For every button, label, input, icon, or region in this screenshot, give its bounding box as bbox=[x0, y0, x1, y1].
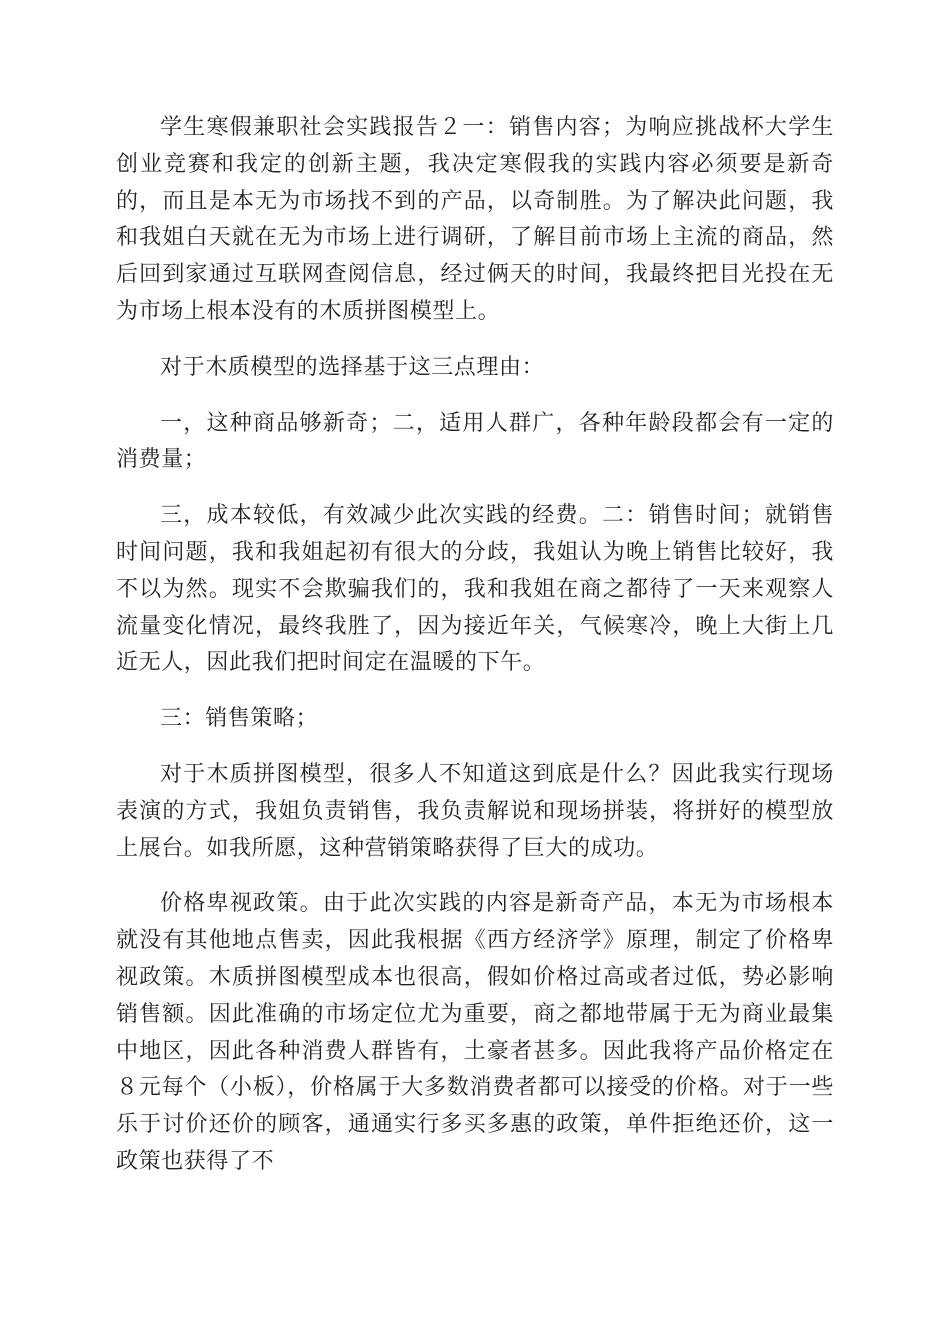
paragraph: 三：销售策略； bbox=[160, 706, 319, 732]
document-body bbox=[116, 110, 834, 1200]
paragraph: 对于木质模型的选择基于这三点理由： bbox=[160, 354, 545, 380]
paragraph: 三，成本较低，有效减少此次实践的经费。二：销售时间；就销售时间问题，我和我姐起初有很大的分歧，我姐认为晚上销售比较好，我不以为然。现实不会欺骗我们的，我和我姐在商之都待了一天来观察人流量变化情况，最终我胜了，因为接近年关，气候寒冷，晚上大街上几近无人，因此我们把时间定在温暖的下午。 bbox=[116, 503, 834, 676]
paragraph: 学生寒假兼职社会实践报告２一：销售内容；为响应挑战杯大学生创业竞赛和我定的创新主题，我决定寒假我的实践内容必须要是新奇的，而且是本无为市场找不到的产品，以奇制胜。为了解决此问题，我和我姐白天就在无为市场上进行调研，了解目前市场上主流的商品，然后回到家通过互联网查阅信息，经过俩天的时间，我最终把目光投在无为市场上根本没有的木质拼图模型上。 bbox=[116, 115, 834, 324]
paragraph: 对于木质拼图模型，很多人不知道这到底是什么？因此我实行现场表演的方式，我姐负责销售，我负责解说和现场拼装，将拼好的模型放上展台。如我所愿，这种营销策略获得了巨大的成功。 bbox=[116, 761, 834, 861]
paragraph: 价格卑视政策。由于此次实践的内容是新奇产品，本无为市场根本就没有其他地点售卖，因此我根据《西方经济学》原理，制定了价格卑视政策。木质拼图模型成本也很高，假如价格过高或者过低，势必影响销售额。因此准确的市场定位尤为重要，商之都地带属于无为商业最集中地区，因此各种消费人群皆有，土豪者甚多。因此我将产品价格定在８元每个（小板），价格属于大多数消费者都可以接受的价格。对于一些乐于讨价还价的顾客，通通实行多买多惠的政策，单件拒绝还价，这一政策也获得了不 bbox=[116, 891, 834, 1174]
paragraph: 一，这种商品够新奇；二，适用人群广，各种年龄段都会有一定的消费量； bbox=[116, 410, 834, 473]
